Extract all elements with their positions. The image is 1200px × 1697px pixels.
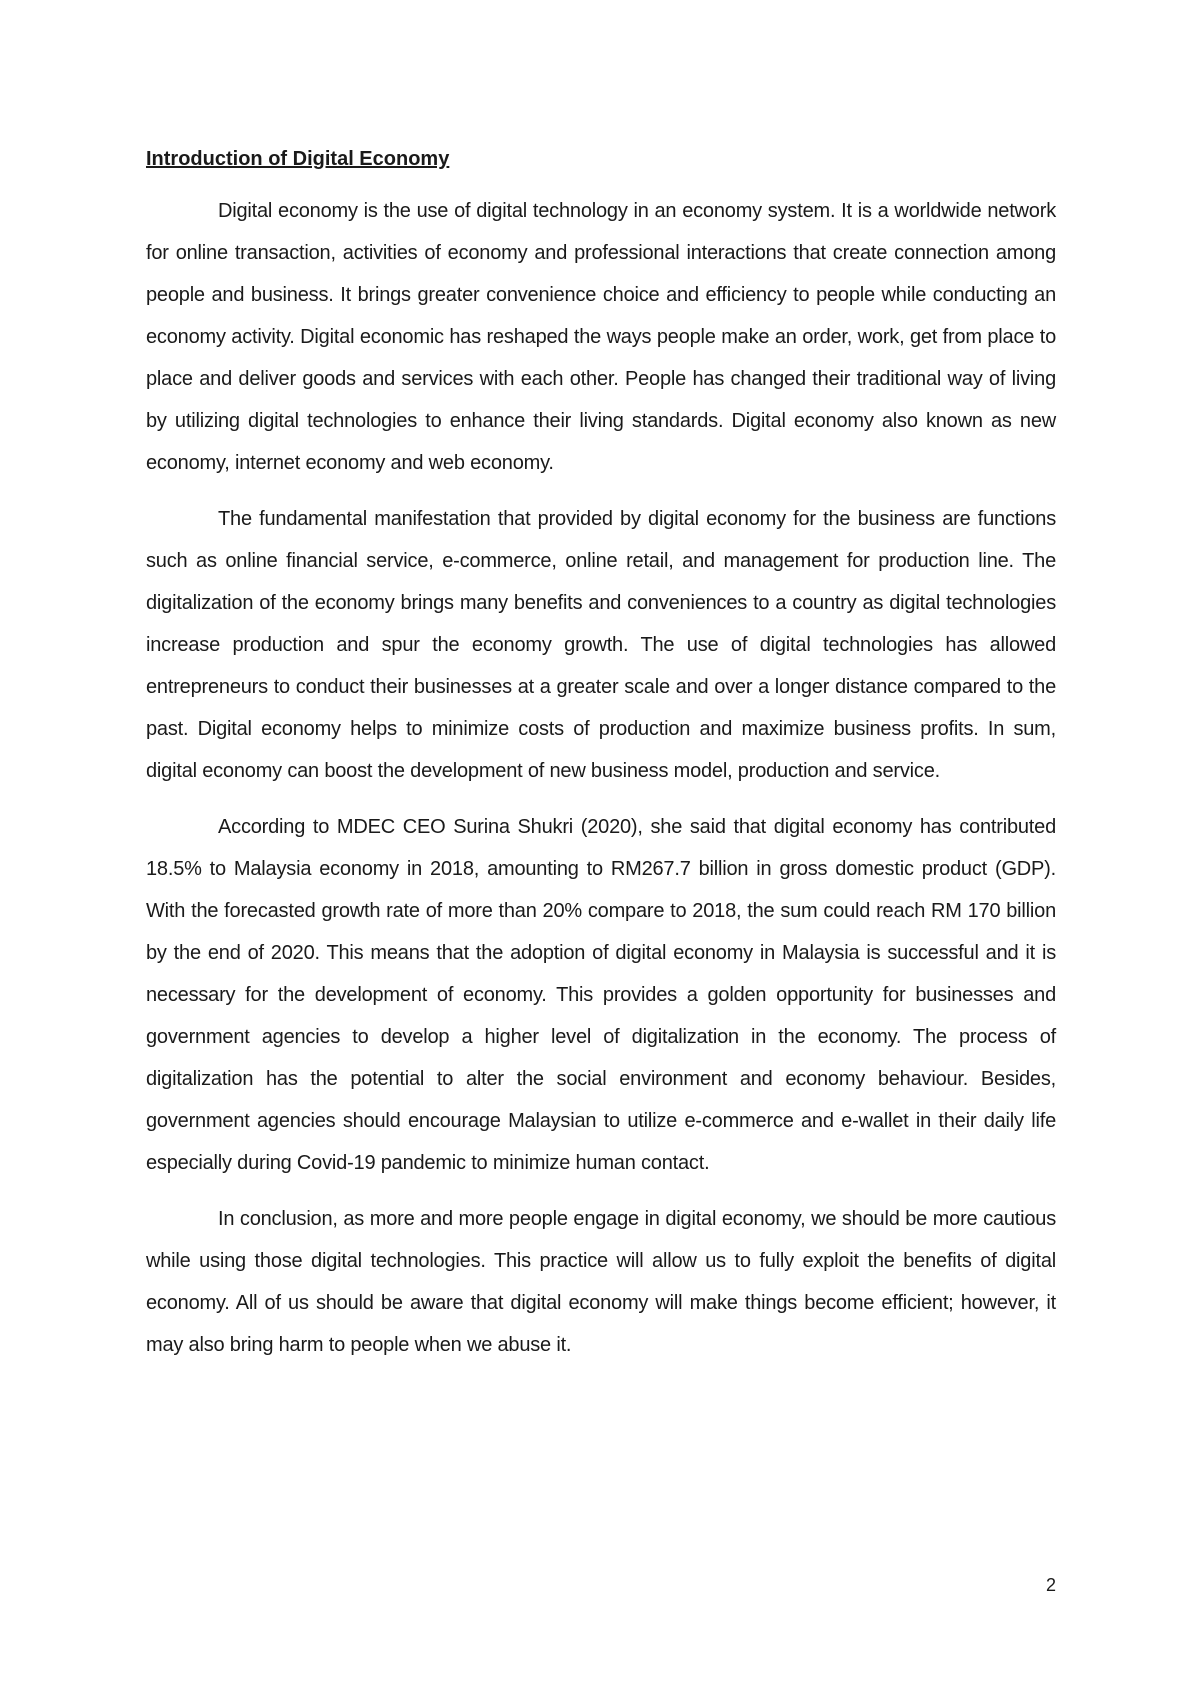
document-body [146,142,1056,1380]
page-number: 2 [1045,1575,1056,1595]
section-heading: Introduction of Digital Economy [146,148,450,170]
paragraph-mdec-statistics: According to MDEC CEO Surina Shukri (2020), she said that digital economy has contributed 18.5% to Malaysia economy in 2018, amounting to RM267.7 billion in gross domestic product (GDP). With the forecasted growth rate of more than 20% compare to 2018, the sum could reach RM 170 billion by the end of 2020. This means that the adoption of digital economy in Malaysia is successful and it is necessary for the development of economy. This provides a golden opportunity for businesses and government agencies to develop a higher level of digitalization in the economy. The process of digitalization has the potential to alter the social environment and economy behaviour. Besides, government agencies should encourage Malaysian to utilize e-commerce and e-wallet in their daily life especially during Covid-19 pandemic to minimize human contact. [146,816,1056,1174]
paragraph-conclusion: In conclusion, as more and more people engage in digital economy, we should be more cautious while using those digital technologies. This practice will allow us to fully exploit the benefits of digital economy. All of us should be aware that digital economy will make things become efficient; however, it may also bring harm to people when we abuse it. [146,1208,1056,1356]
paragraph-manifestation: The fundamental manifestation that provided by digital economy for the business are functions such as online financial service, e-commerce, online retail, and management for production line. The digitalization of the economy brings many benefits and conveniences to a country as digital technologies increase production and spur the economy growth. The use of digital technologies has allowed entrepreneurs to conduct their businesses at a greater scale and over a longer distance compared to the past. Digital economy helps to minimize costs of production and maximize business profits. In sum, digital economy can boost the development of new business model, production and service. [146,508,1056,782]
paragraph-introduction: Digital economy is the use of digital technology in an economy system. It is a worldwide network for online transaction, activities of economy and professional interactions that create connection among people and business. It brings greater convenience choice and efficiency to people while conducting an economy activity. Digital economic has reshaped the ways people make an order, work, get from place to place and deliver goods and services with each other. People has changed their traditional way of living by utilizing digital technologies to enhance their living standards. Digital economy also known as new economy, internet economy and web economy. [146,200,1056,474]
